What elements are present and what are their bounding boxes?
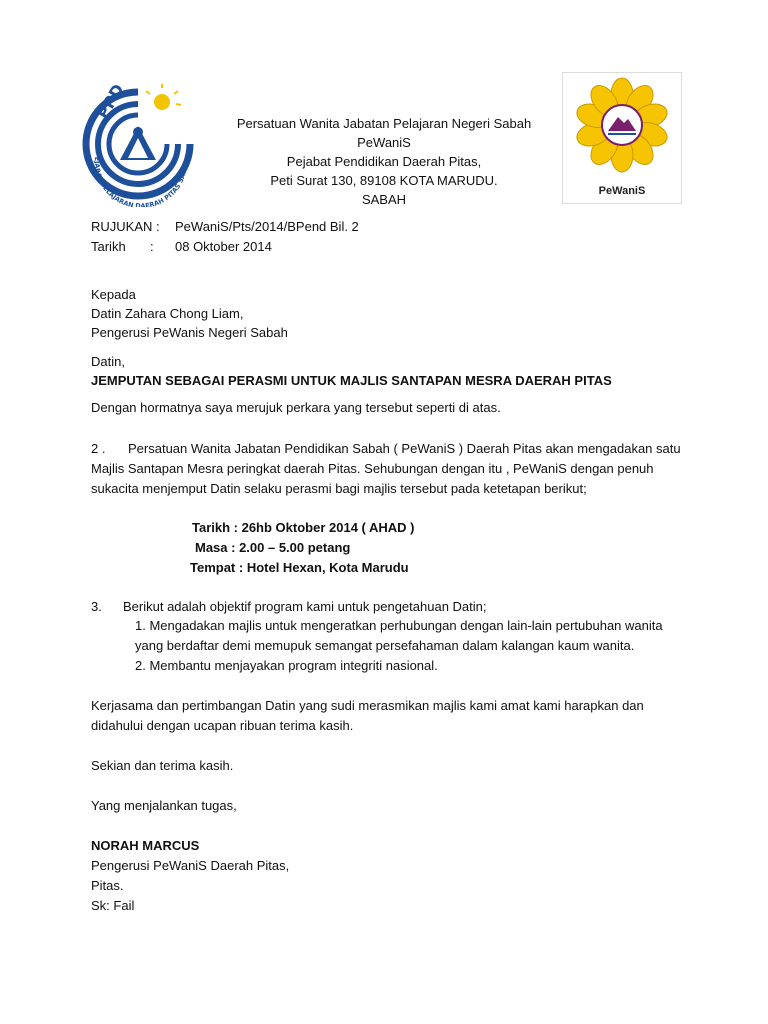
signoff-line: Yang menjalankan tugas, — [91, 798, 237, 813]
date-separator: : — [150, 239, 154, 254]
carbon-copy: Sk: Fail — [91, 898, 135, 913]
org-name: Persatuan Wanita Jabatan Pelajaran Negeri Sabah — [236, 116, 532, 131]
paragraph-3-text: Berikut adalah objektif program kami untuk pengetahuan Datin; — [123, 599, 487, 614]
event-time: Masa : 2.00 – 5.00 petang — [195, 540, 351, 555]
office-name: Pejabat Pendidikan Daerah Pitas, — [286, 154, 482, 169]
recipient-name: Datin Zahara Chong Liam, — [91, 306, 244, 321]
greeting: Datin, — [91, 354, 125, 369]
ppd-logo-ring-text: PEJABAT PELAJARAN DAERAH PITAS SAB — [92, 151, 189, 207]
closing-line-1: Kerjasama dan pertimbangan Datin yang sudi merasmikan majlis kami amat kami harapkan dan — [91, 698, 644, 713]
thanks-line: Sekian dan terima kasih. — [91, 758, 234, 773]
paragraph-2-line-3: sukacita menjemput Datin selaku perasmi bagi majlis tersebut pada ketetapan berikut; — [91, 481, 587, 496]
org-short-name: PeWaniS — [357, 135, 411, 150]
ppd-logo — [76, 82, 201, 207]
recipient-title: Pengerusi PeWanis Negeri Sabah — [91, 325, 288, 340]
letterhead — [214, 114, 554, 209]
paragraph-2-line-1: Persatuan Wanita Jabatan Pendidikan Sabah ( PeWaniS ) Daerah Pitas akan mengadakan satu — [128, 441, 681, 456]
event-date: Tarikh : 26hb Oktober 2014 ( AHAD ) — [192, 520, 415, 535]
event-venue: Tempat : Hotel Hexan, Kota Marudu — [190, 560, 409, 575]
ppd-logo-text: PPD — [93, 82, 128, 122]
pewanis-logo-caption: PeWaniS — [598, 185, 646, 197]
office-state: SABAH — [361, 192, 407, 207]
date-label: Tarikh — [91, 239, 126, 254]
objective-1-line-1: 1. Mengadakan majlis untuk mengeratkan perhubungan dengan lain-lain pertubuhan wanita — [135, 618, 663, 633]
recipient-to: Kepada — [91, 287, 136, 302]
objective-2: 2. Membantu menjayakan program integriti nasional. — [135, 658, 438, 673]
paragraph-2-number: 2 . — [91, 441, 106, 456]
signatory-position: Pengerusi PeWaniS Daerah Pitas, — [91, 858, 290, 873]
office-address: Peti Surat 130, 89108 KOTA MARUDU. — [270, 173, 498, 188]
signatory-name: NORAH MARCUS — [91, 838, 200, 853]
reference-label: RUJUKAN : — [91, 219, 160, 234]
paragraph-2-line-2: Majlis Santapan Mesra peringkat daerah Pitas. Sehubungan dengan itu , PeWaniS dengan penuh — [91, 461, 654, 476]
pewanis-logo — [562, 72, 682, 204]
closing-line-2: didahului dengan ucapan ribuan terima kasih. — [91, 718, 354, 733]
paragraph-3-number: 3. — [91, 599, 102, 614]
intro-paragraph: Dengan hormatnya saya merujuk perkara yang tersebut seperti di atas. — [91, 400, 501, 415]
objective-1-line-2: yang berdaftar demi memupuk semangat persefahaman dalam kalangan kaum wanita. — [135, 638, 635, 653]
subject: JEMPUTAN SEBAGAI PERASMI UNTUK MAJLIS SANTAPAN MESRA DAERAH PITAS — [91, 373, 612, 388]
reference-value: PeWaniS/Pts/2014/BPend Bil. 2 — [175, 219, 359, 234]
signatory-place: Pitas. — [91, 878, 124, 893]
date-value: 08 Oktober 2014 — [175, 239, 272, 254]
